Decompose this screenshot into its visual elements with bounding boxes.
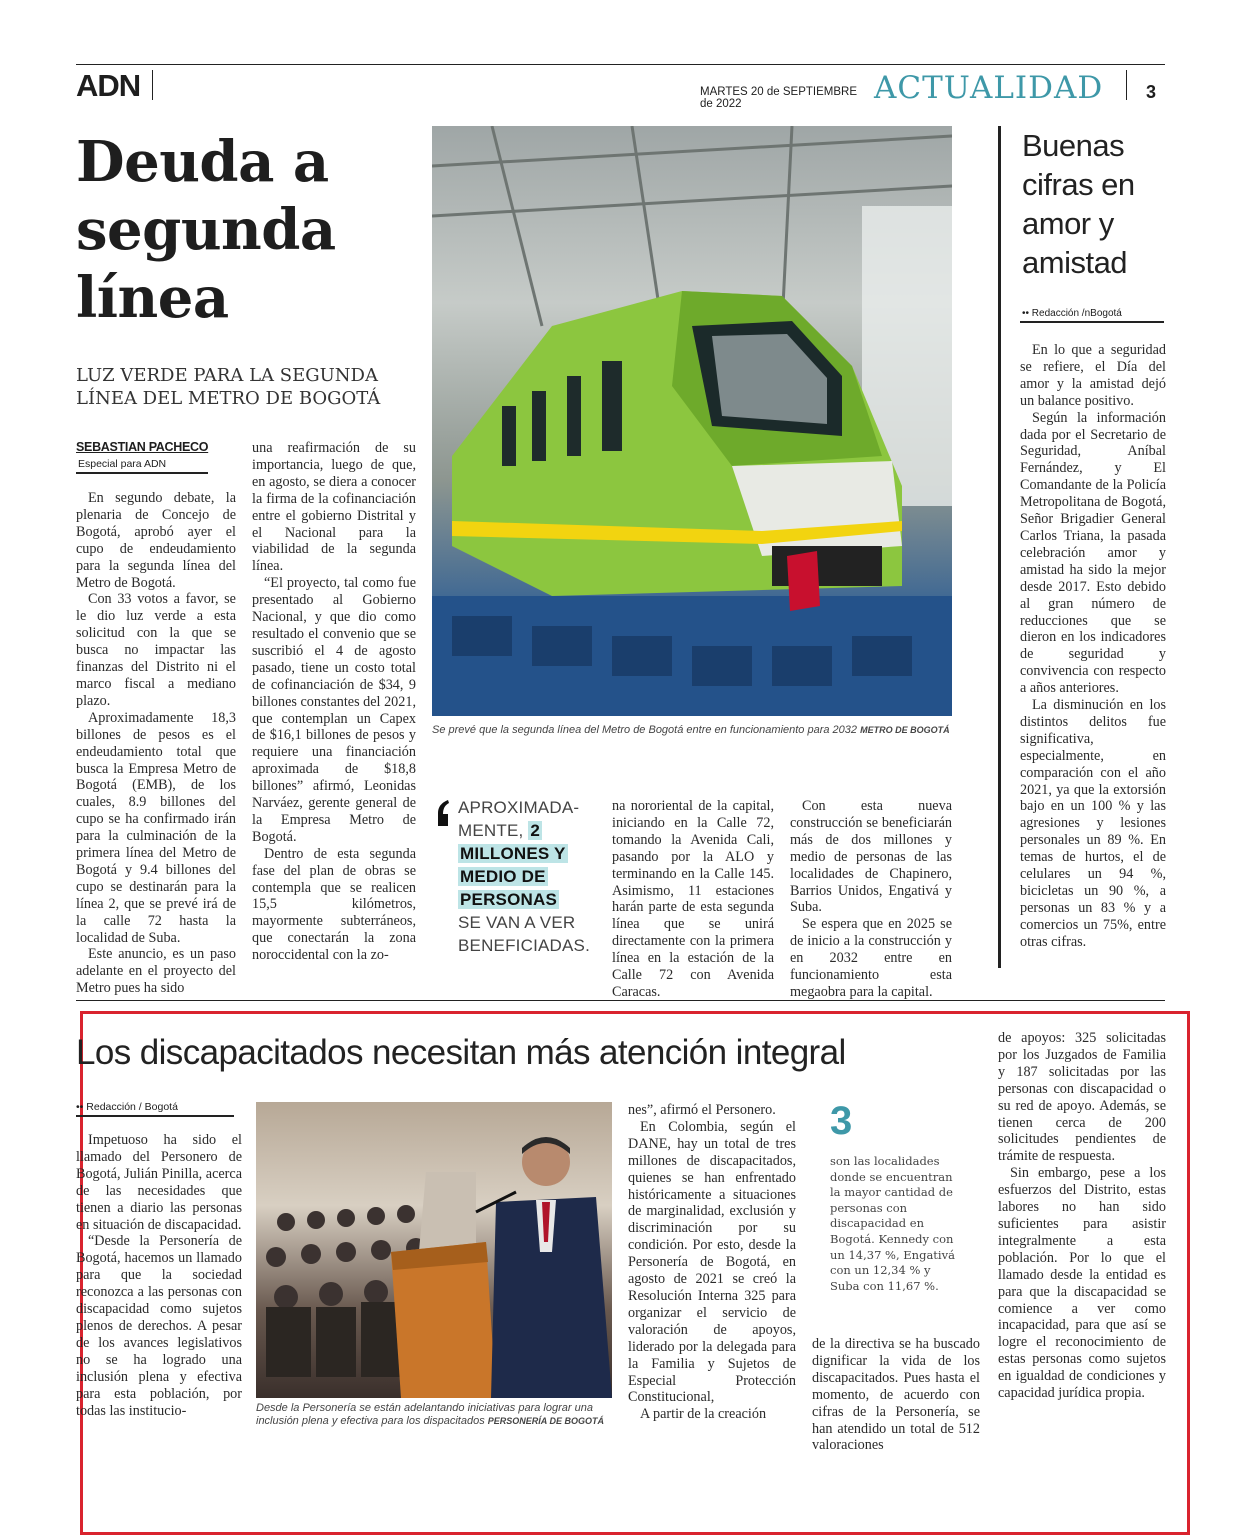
bottom-article-col4: de apoyos: 325 solicitadas por los Juzgados de Familia y 187 solicitadas por las personas con discapacidad o su red de apoyo. Además, se tienen cerca de 200 solicitudes pendientes de trámite de respuesta. Sin embargo, pese a los esfuerzos del Distrito, estas labores no han sido suficientes para asistir integralmente a esta población. Por lo que el llamado desde la entidad es para que la discapacidad se comience a ver como incapacidad, para que así se logre el reconocimiento de estas personas como sujetos en igualdad de condiciones y capacidad jurídica propia. bbox=[998, 1030, 1166, 1402]
adn-logo: ADN bbox=[76, 68, 141, 103]
personero-photo-credit: PERSONERÍA DE BOGOTÁ bbox=[487, 1416, 604, 1426]
page-number: 3 bbox=[1146, 82, 1157, 102]
bottom-headline: Los discapacitados necesitan más atención integral bbox=[76, 1033, 846, 1072]
main-article-col4: Con esta nueva construcción se beneficiarán más de dos millones y medio de personas de las localidades de Chapinero, Barrios Unidos, Engativá y Suba. Se espera que en 2025 se de inicio a la construcción y en 2032 entre en funcionamiento esta megaobra para la capital. bbox=[790, 798, 952, 1000]
metro-photo-credit: METRO DE BOGOTÁ bbox=[860, 725, 950, 735]
main-article-col1: En segundo debate, la plenaria de Concejo de Bogotá, aprobó ayer el cupo de endeudamiento para la segunda línea del Metro de Bogotá. Con 33 votos a favor, se le dio luz verde a esta solicitud con la que se busca no impactar las finanzas del Distrito ni el marco fiscal a mediano plazo. Aproximadamente 18,3 billones de pesos es el endeudamiento total que busca la Empresa Metro de Bogotá (EMB), de los cuales, 8.9 billones del cupo se ha confirmado irán para la culminación de la primera línea del Metro de Bogotá y 9.4 billones del cupo se destinarán para la línea 2, que se prevé irá de la calle 72 hasta la localidad de Suba. Este anuncio, es un paso adelante en el proyecto del Metro pues ha sido bbox=[76, 490, 236, 997]
side-article-rule bbox=[998, 126, 1001, 968]
stat-text: son las localidades donde se encuentran la mayor cantidad de personas con discapacidad en Bogotá. Kennedy con un 14,37 %, Engativá con un 12,34 % y Suba con 11,67 %. bbox=[830, 1154, 955, 1293]
section-title: ACTUALIDAD bbox=[874, 70, 1104, 106]
author-role: Especial para ADN bbox=[78, 458, 167, 470]
metro-train-photo bbox=[432, 126, 952, 716]
side-headline: Buenas cifras en amor y amistad bbox=[1022, 128, 1135, 280]
issue-date: MARTES 20 de SEPTIEMBRE de 2022 bbox=[700, 86, 858, 110]
section-divider bbox=[1126, 70, 1127, 100]
author-rule bbox=[76, 472, 208, 474]
side-article-body: En lo que a seguridad se refiere, el Día del amor y la amistad dejó un balance positivo. Según la información dada por el Secretario de Seguridad, Aníbal Fernández, y El Comandante de la Policía Metropolitana de Bogotá, Señor Brigadier General Carlos Triana, la pasada celebración amor y amistad ha sido la mejor desde 2017. Esto debido al gran número de reducciones que se dieron en los indicadores de seguridad y convivencia con respecto a años anteriores. La disminución en los distintos delitos fue significativa, especialmente, en comparación con el año 2021, ya que la extorsión bajo en un 100 % y las agresiones y lesiones personales un 89 %. En temas de hurtos, el de celulares un 94 %, bicicletas un 90 %, a personas un 83 % y a comercios un 75%, entre otras cifras. bbox=[1020, 342, 1166, 950]
main-subheadline: LUZ VERDE PARA LA SEGUNDA LÍNEA DEL METRO DE BOGOTÁ bbox=[76, 365, 381, 409]
metro-train-illustration bbox=[432, 126, 952, 716]
side-byline: •• Redacción /nBogotá bbox=[1022, 308, 1122, 319]
bottom-article-col2: nes”, afirmó el Personero. En Colombia, según el DANE, hay un total de tres millones de discapacitados, quienes se han enfrentado históricamente a situaciones de marginalidad, exclusión y discriminación por su condición. Por esto, desde la Personería de Bogotá, en agosto de 2021 se creó la Resolución Interna 325 para organizar el servicio de valoración de apoyos, liderado por la delegada para la Familia y Sujetos de Especial Protección Constitucional, A partir de la creación bbox=[628, 1102, 796, 1423]
main-article-col3: na nororiental de la capital, iniciando en la Calle 72, tomando la Avenida Cali, pasando por la ALO y terminando en la Calle 145. Asimismo, 11 estaciones harán parte de esta segunda línea que se unirá directamente con la primera línea en la estación de la Calle 72 con Avenida Caracas. bbox=[612, 798, 774, 1000]
main-headline: Deuda a segunda línea bbox=[76, 129, 336, 331]
bottom-article-col1: Impetuoso ha sido el llamado del Personero de Bogotá, Julián Pinilla, acerca de las necesidades que tienen a diario las personas en situación de discapacidad. “Desde la Personería de Bogotá, hacemos un llamado para que la sociedad reconozca a las personas con discapacidad como sujetos plenos de derechos. A pesar de los avances legislativos no se ha logrado una inclusión plena y efectiva para esta población, por todas las institucio- bbox=[76, 1132, 242, 1419]
pull-quote: APROXIMADA-MENTE, 2 MILLONES Y MEDIO DE PERSONAS SE VAN A VER BENEFICIADAS. bbox=[458, 798, 591, 955]
bottom-byline: •• Redacción / Bogotá bbox=[76, 1101, 178, 1113]
header-top-rule bbox=[76, 64, 1165, 65]
section-separator bbox=[76, 1000, 1165, 1001]
main-article-col2: una reafirmación de su importancia, luego de que, en agosto, se diera a conocer la firma de la cofinanciación entre el gobierno Distrital y el Nacional para la viabilidad de la segunda línea. “El proyecto, tal como fue presentado al Gobierno Nacional, y que dio como resultado el convenio que se suscribió el 4 de agosto pasado, tiene un costo total de cofinanciación de $34, 9 billones constantes del 2021, que contemplan un Capex de $16,1 billones de pesos y requiere una financiación aproximada de $18,8 billones” afirmó, Leonidas Narváez, gerente general de la Empresa Metro de Bogotá. Dentro de esta segunda fase del plan de obras se contempla que se realicen 15,5 kilómetros, mayormente subterráneos, que conectarán la zona noroccidental con la zo- bbox=[252, 440, 416, 964]
personero-photo-caption: Desde la Personería se están adelantando iniciativas para lograr una inclusión plena y efectiva para los dispacitados PERSONERÍA DE BOGOTÁ bbox=[256, 1402, 604, 1427]
stat-number: 3 bbox=[830, 1099, 853, 1143]
quote-mark-icon bbox=[436, 800, 450, 826]
personero-photo bbox=[256, 1102, 612, 1398]
logo-divider bbox=[152, 70, 153, 100]
personero-illustration bbox=[256, 1102, 612, 1398]
bottom-byline-rule bbox=[76, 1115, 234, 1117]
author-name: SEBASTIAN PACHECO bbox=[76, 440, 209, 454]
metro-photo-caption: Se prevé que la segunda línea del Metro de Bogotá entre en funcionamiento para 2032 METRO DE BOGOTÁ bbox=[432, 724, 950, 736]
side-byline-rule bbox=[1020, 321, 1164, 323]
bottom-article-col3: de la directiva se ha buscado dignificar la vida de los discapacitados. Pues hasta el momento, de acuerdo con cifras de la Personería, se han atendido un total de 512 valoraciones bbox=[812, 1336, 980, 1454]
